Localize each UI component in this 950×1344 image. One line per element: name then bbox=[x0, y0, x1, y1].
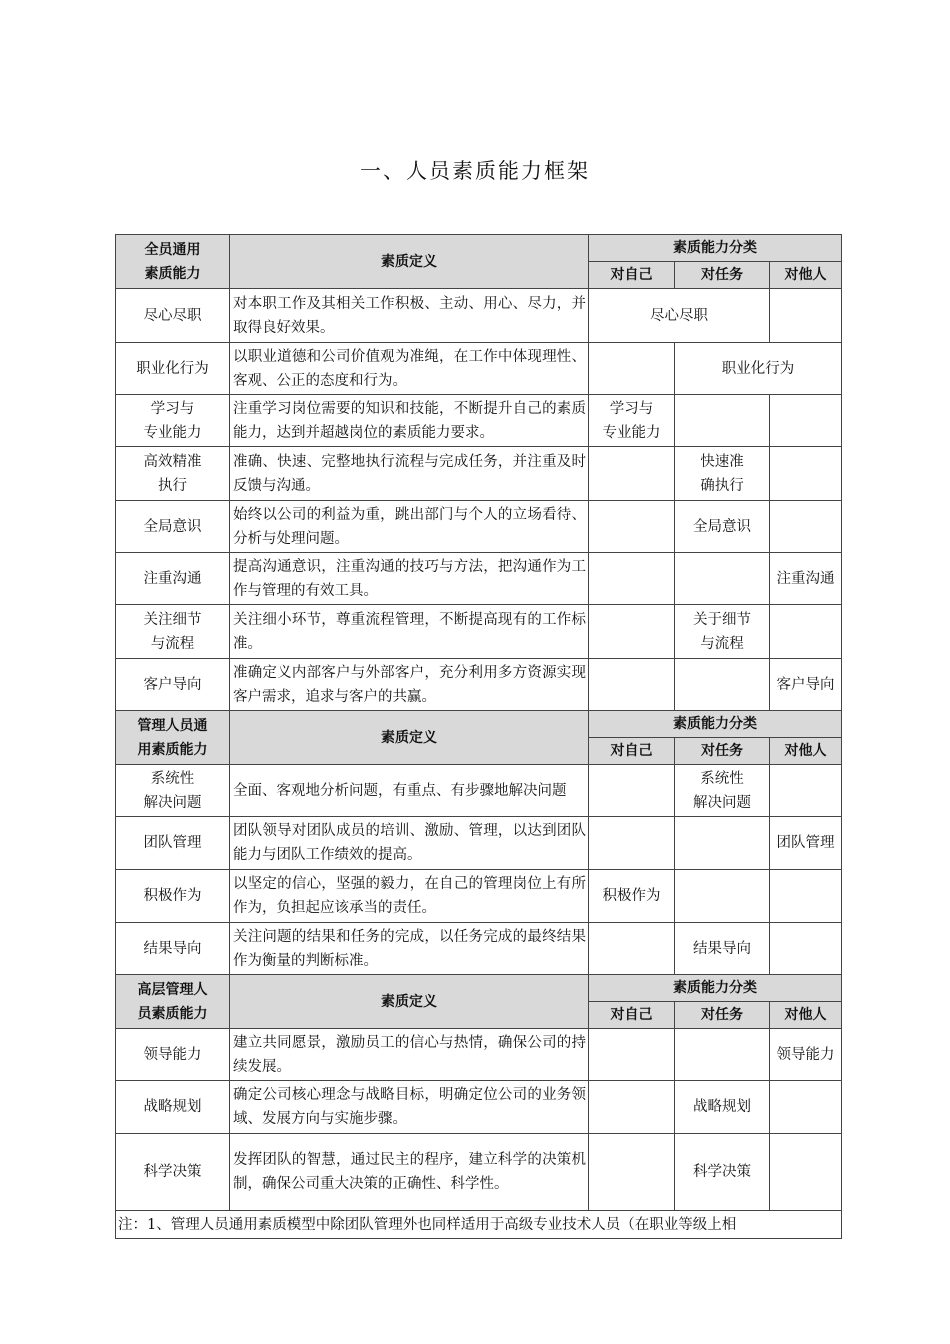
table-row bbox=[116, 1134, 842, 1211]
category-task-others: 职业化行为 bbox=[675, 343, 842, 395]
task-header: 对任务 bbox=[675, 738, 770, 765]
table-row bbox=[116, 553, 842, 605]
competency-definition: 团队领导对团队成员的培训、激励、管理，以达到团队能力与团队工作绩效的提高。 bbox=[230, 817, 589, 870]
category-others bbox=[770, 289, 842, 343]
competency-definition: 以坚定的信心，坚强的毅力，在自己的管理岗位上有所作为，负担起应该承当的责任。 bbox=[230, 870, 589, 923]
competency-name: 关注细节 与流程 bbox=[116, 605, 230, 659]
category-header: 素质能力分类 bbox=[589, 235, 842, 262]
competency-definition: 提高沟通意识，注重沟通的技巧与方法，把沟通作为工作与管理的有效工具。 bbox=[230, 553, 589, 605]
category-self: 积极作为 bbox=[589, 870, 675, 923]
category-others bbox=[770, 870, 842, 923]
category-self bbox=[589, 765, 675, 817]
others-header: 对他人 bbox=[770, 262, 842, 289]
section-header-row bbox=[116, 711, 842, 738]
category-self bbox=[589, 343, 675, 395]
task-header: 对任务 bbox=[675, 262, 770, 289]
competency-definition: 准确、快速、完整地执行流程与完成任务，并注重及时反馈与沟通。 bbox=[230, 447, 589, 501]
category-task bbox=[675, 553, 770, 605]
category-task bbox=[675, 1029, 770, 1081]
category-self bbox=[589, 817, 675, 870]
self-header: 对自己 bbox=[589, 1002, 675, 1029]
note-row bbox=[116, 1211, 842, 1239]
section-header-row bbox=[116, 235, 842, 262]
table-row bbox=[116, 395, 842, 447]
category-self bbox=[589, 1081, 675, 1134]
definition-header: 素质定义 bbox=[230, 975, 589, 1029]
category-header: 素质能力分类 bbox=[589, 975, 842, 1002]
category-self bbox=[589, 447, 675, 501]
competency-name: 团队管理 bbox=[116, 817, 230, 870]
competency-name: 客户导向 bbox=[116, 659, 230, 711]
competency-definition: 对本职工作及其相关工作积极、主动、用心、尽力，并取得良好效果。 bbox=[230, 289, 589, 343]
table-row bbox=[116, 923, 842, 975]
category-task: 全局意识 bbox=[675, 501, 770, 553]
category-others bbox=[770, 1134, 842, 1211]
category-self bbox=[589, 1134, 675, 1211]
category-others bbox=[770, 395, 842, 447]
category-others: 注重沟通 bbox=[770, 553, 842, 605]
competency-name: 科学决策 bbox=[116, 1134, 230, 1211]
category-self-task: 尽心尽职 bbox=[589, 289, 770, 343]
self-header: 对自己 bbox=[589, 738, 675, 765]
category-others: 团队管理 bbox=[770, 817, 842, 870]
category-others: 领导能力 bbox=[770, 1029, 842, 1081]
competency-name: 领导能力 bbox=[116, 1029, 230, 1081]
table-row bbox=[116, 343, 842, 395]
category-others bbox=[770, 447, 842, 501]
others-header: 对他人 bbox=[770, 1002, 842, 1029]
category-task bbox=[675, 817, 770, 870]
competency-definition: 关注细小环节，尊重流程管理，不断提高现有的工作标准。 bbox=[230, 605, 589, 659]
definition-header: 素质定义 bbox=[230, 711, 589, 765]
table-row bbox=[116, 870, 842, 923]
competency-definition: 始终以公司的利益为重，跳出部门与个人的立场看待、分析与处理问题。 bbox=[230, 501, 589, 553]
competency-name: 注重沟通 bbox=[116, 553, 230, 605]
competency-name: 职业化行为 bbox=[116, 343, 230, 395]
category-others bbox=[770, 765, 842, 817]
category-task: 战略规划 bbox=[675, 1081, 770, 1134]
table-row bbox=[116, 447, 842, 501]
competency-table bbox=[115, 234, 842, 1239]
table-row bbox=[116, 1029, 842, 1081]
category-self bbox=[589, 923, 675, 975]
table-row bbox=[116, 605, 842, 659]
category-task bbox=[675, 659, 770, 711]
section-heading: 全员通用 素质能力 bbox=[116, 235, 230, 289]
category-self bbox=[589, 659, 675, 711]
table-row bbox=[116, 817, 842, 870]
category-task bbox=[675, 870, 770, 923]
category-self bbox=[589, 501, 675, 553]
category-others bbox=[770, 923, 842, 975]
category-others bbox=[770, 605, 842, 659]
competency-definition: 发挥团队的智慧，通过民主的程序，建立科学的决策机制，确保公司重大决策的正确性、科学性。 bbox=[230, 1134, 589, 1211]
page-title: 一、人员素质能力框架 bbox=[360, 159, 590, 183]
competency-definition: 以职业道德和公司价值观为准绳，在工作中体现理性、客观、公正的态度和行为。 bbox=[230, 343, 589, 395]
table-row bbox=[116, 765, 842, 817]
competency-definition: 确定公司核心理念与战略目标，明确定位公司的业务领域、发展方向与实施步骤。 bbox=[230, 1081, 589, 1134]
competency-name: 结果导向 bbox=[116, 923, 230, 975]
table-row bbox=[116, 289, 842, 343]
competency-name: 高效精准 执行 bbox=[116, 447, 230, 501]
table-row bbox=[116, 659, 842, 711]
competency-name: 全局意识 bbox=[116, 501, 230, 553]
category-self bbox=[589, 1029, 675, 1081]
competency-definition: 准确定义内部客户与外部客户，充分利用多方资源实现客户需求，追求与客户的共赢。 bbox=[230, 659, 589, 711]
definition-header: 素质定义 bbox=[230, 235, 589, 289]
category-task: 科学决策 bbox=[675, 1134, 770, 1211]
table-row bbox=[116, 501, 842, 553]
competency-name: 系统性 解决问题 bbox=[116, 765, 230, 817]
competency-definition: 注重学习岗位需要的知识和技能，不断提升自己的素质能力，达到并超越岗位的素质能力要求。 bbox=[230, 395, 589, 447]
category-header: 素质能力分类 bbox=[589, 711, 842, 738]
section-heading: 管理人员通 用素质能力 bbox=[116, 711, 230, 765]
category-others: 客户导向 bbox=[770, 659, 842, 711]
competency-name: 尽心尽职 bbox=[116, 289, 230, 343]
competency-name: 战略规划 bbox=[116, 1081, 230, 1134]
competency-name: 积极作为 bbox=[116, 870, 230, 923]
category-others bbox=[770, 501, 842, 553]
category-others bbox=[770, 1081, 842, 1134]
table-row bbox=[116, 1081, 842, 1134]
others-header: 对他人 bbox=[770, 738, 842, 765]
competency-definition: 全面、客观地分析问题，有重点、有步骤地解决问题 bbox=[230, 765, 589, 817]
task-header: 对任务 bbox=[675, 1002, 770, 1029]
self-header: 对自己 bbox=[589, 262, 675, 289]
category-self bbox=[589, 605, 675, 659]
category-self bbox=[589, 553, 675, 605]
competency-name: 学习与 专业能力 bbox=[116, 395, 230, 447]
category-task: 快速准 确执行 bbox=[675, 447, 770, 501]
section-heading: 高层管理人 员素质能力 bbox=[116, 975, 230, 1029]
competency-definition: 关注问题的结果和任务的完成，以任务完成的最终结果作为衡量的判断标准。 bbox=[230, 923, 589, 975]
category-task: 系统性 解决问题 bbox=[675, 765, 770, 817]
category-task: 结果导向 bbox=[675, 923, 770, 975]
category-self: 学习与 专业能力 bbox=[589, 395, 675, 447]
section-header-row bbox=[116, 975, 842, 1002]
category-task bbox=[675, 395, 770, 447]
table-note: 注：1、管理人员通用素质模型中除团队管理外也同样适用于高级专业技术人员（在职业等级上相 bbox=[116, 1211, 842, 1239]
category-task: 关于细节 与流程 bbox=[675, 605, 770, 659]
competency-definition: 建立共同愿景，激励员工的信心与热情，确保公司的持续发展。 bbox=[230, 1029, 589, 1081]
